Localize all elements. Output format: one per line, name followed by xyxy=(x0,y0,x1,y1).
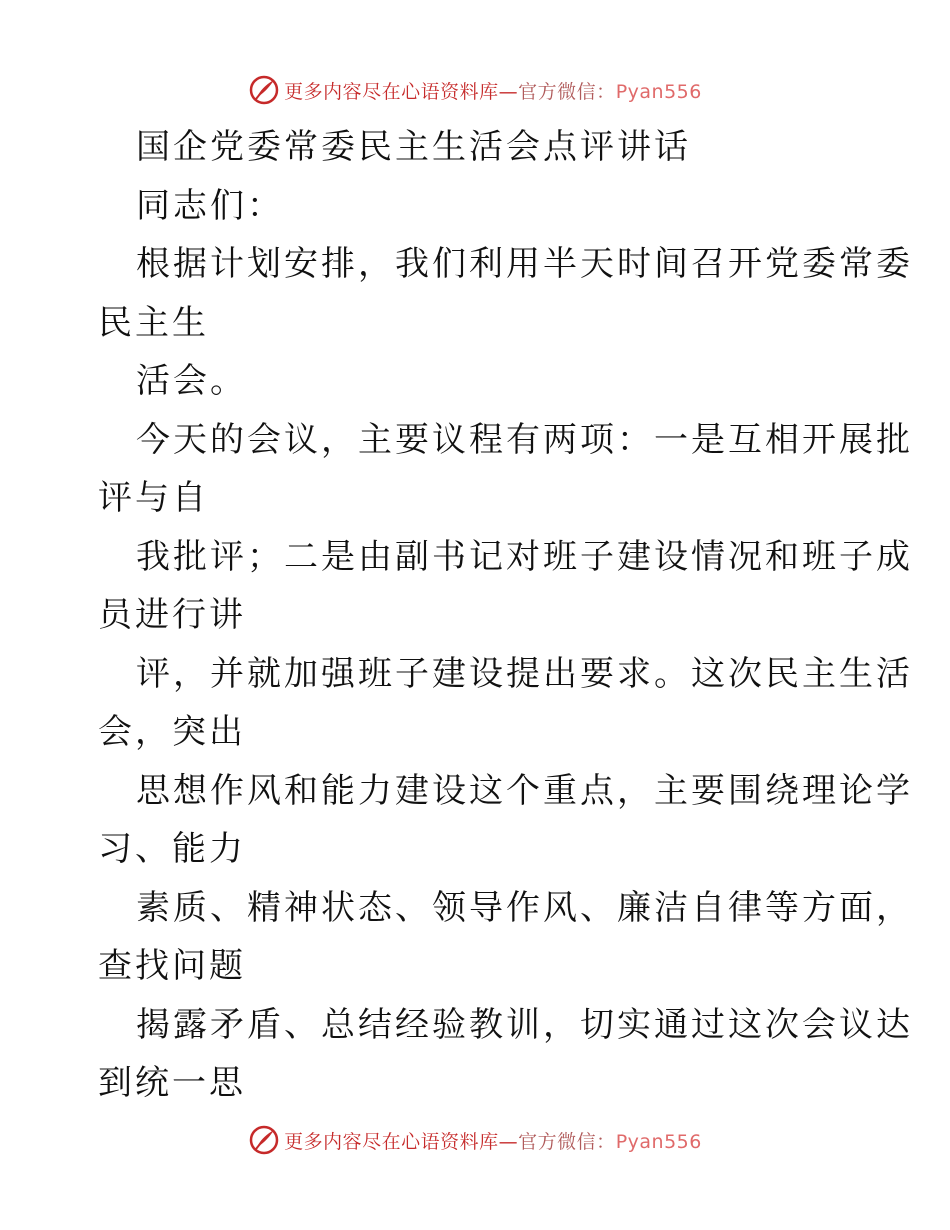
watermark-text xyxy=(284,1127,702,1154)
paragraph-line: 习、能力 xyxy=(98,829,246,869)
watermark-wechat-id: Pyan556 xyxy=(615,80,702,103)
watermark-site-name: 更多内容尽在心语资料库 xyxy=(284,1130,499,1153)
paragraph-line: 根据计划安排，我们利用半天时间召开党委常委 xyxy=(136,244,913,284)
paragraph-line: 查找问题 xyxy=(98,946,246,986)
watermark-text xyxy=(284,77,702,104)
paragraph-line: 今天的会议，主要议程有两项：一是互相开展批 xyxy=(136,419,913,460)
watermark-separator: — xyxy=(498,80,519,103)
quill-logo-icon xyxy=(248,1124,280,1156)
watermark-wechat-label: 官方微信： xyxy=(518,1130,616,1153)
paragraph-line: 评与自 xyxy=(98,478,209,518)
quill-logo-icon xyxy=(248,74,280,106)
paragraph-line: 民主生 xyxy=(98,302,209,343)
paragraph-line: 到统一思 xyxy=(98,1063,246,1103)
paragraph-line: 揭露矛盾、总结经验教训，切实通过这次会议达 xyxy=(136,1004,913,1045)
paragraph-line: 会，突出 xyxy=(98,712,246,752)
watermark-wechat-label: 官方微信： xyxy=(518,80,616,103)
watermark-wechat-id: Pyan556 xyxy=(615,1130,702,1153)
document-body xyxy=(98,118,913,1113)
paragraph-line: 活会。 xyxy=(136,361,247,401)
document-title: 国企党委常委民主生活会点评讲话 xyxy=(136,127,691,167)
paragraph-line: 同志们： xyxy=(136,185,284,226)
paragraph-line: 我批评；二是由副书记对班子建设情况和班子成 xyxy=(136,536,913,577)
paragraph-line: 素质、精神状态、领导作风、廉洁自律等方面， xyxy=(136,887,913,928)
paragraph-line: 思想作风和能力建设这个重点，主要围绕理论学 xyxy=(136,770,913,811)
header-watermark-banner xyxy=(0,73,950,107)
paragraph-line: 评，并就加强班子建设提出要求。这次民主生活 xyxy=(136,653,913,694)
watermark-site-name: 更多内容尽在心语资料库 xyxy=(284,80,499,103)
watermark-separator: — xyxy=(498,1130,519,1153)
paragraph-line: 员进行讲 xyxy=(98,595,246,635)
footer-watermark-banner xyxy=(0,1123,950,1157)
